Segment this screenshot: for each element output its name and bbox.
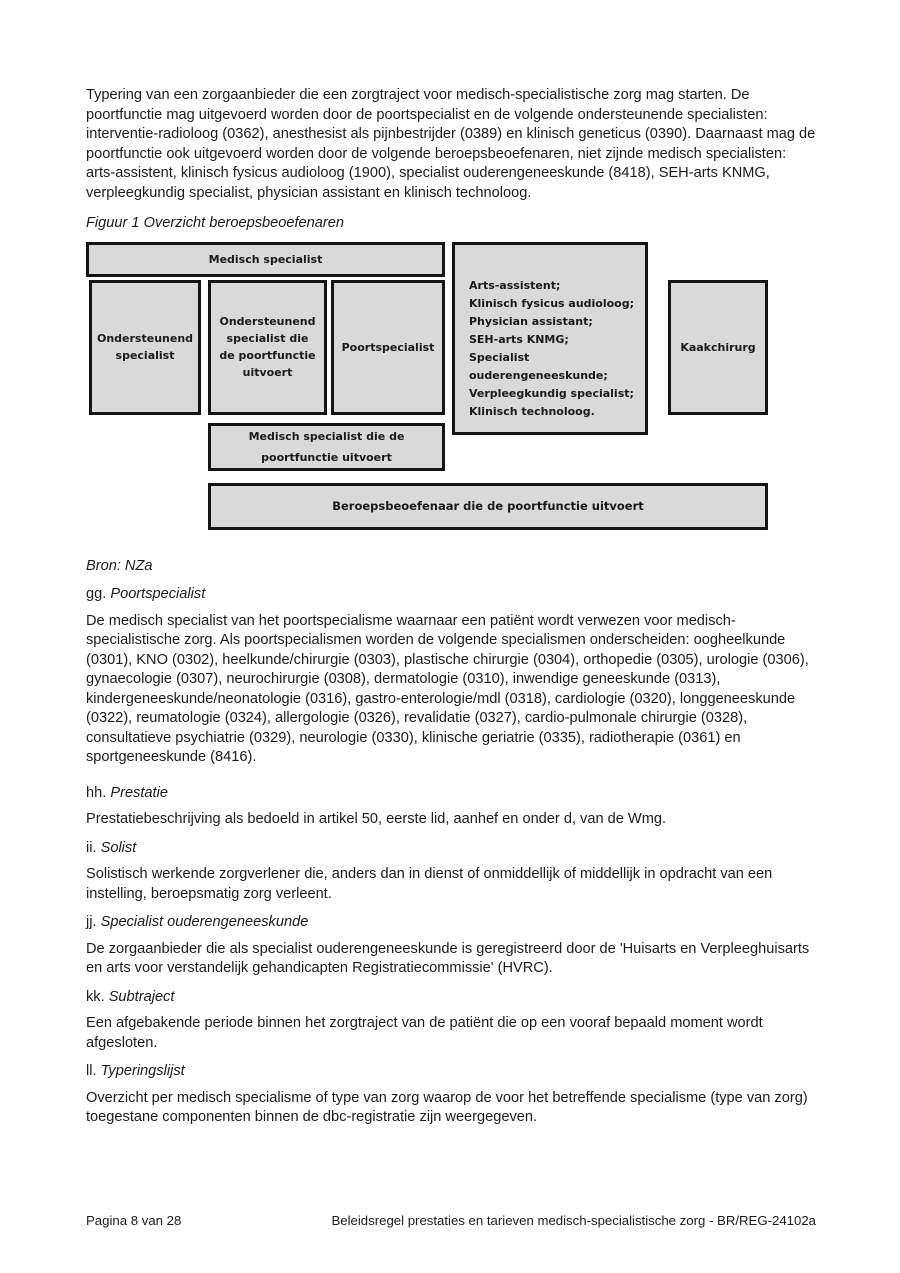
figure-box-kaakchirurg: Kaakchirurg [668,280,768,415]
list-line: Arts-assistent; [469,278,561,292]
list-line: Verpleegkundig specialist; [469,386,634,400]
section-prefix: ll. [86,1063,101,1079]
section-prefix: jj. [86,914,101,930]
section-body-ll: Overzicht per medisch specialisme of type van zorg waarop de voor het betreffende specialisme (type van zorg) toegestane componenten binnen de dbc-registratie zijn weergegeven. [86,1089,808,1125]
section-label-jj [86,913,816,933]
section-body-hh: Prestatiebeschrijving als bedoeld in artikel 50, eerste lid, aanhef en onder d, van de Wmg. [86,811,667,827]
section-prefix: kk. [86,988,109,1005]
figure-box-ondersteunend-specialist-poortfunctie: Ondersteunend specialist die de poortfunctie uitvoert [208,280,327,415]
section-body-ii: Solistisch werkende zorgverlener die, anders dan in dienst of onmiddellijk of middellijk in opdracht van een instelling, beroepsmatig zorg verleent. [86,866,773,902]
figure-box-poortspecialist: Poortspecialist [331,280,445,415]
section-label-kk [86,988,816,1008]
section-body-gg: De medisch specialist van het poortspecialisme waarnaar een patiënt wordt verwezen voor medisch-specialistische zorg. Als poortspecialismen worden de volgende specialismen onderscheiden: oogheelkunde (0301), KNO (0302), heelkunde/chirurgie (0303), plastische chirurgie (0304), orthopedie (0305), urologie (0306), gynaecologie (0307), neurochirurgie (0308), dermatologie (0310), inwendige geneeskunde (0313), kindergeneeskunde/neonatologie (0316), gastro-enterologie/mdl (0318), cardiologie (0320), longgeneeskunde (0322), reumatologie (0324), allergologie (0326), revalidatie (0327), cardio-pulmonale chirurgie (0328), consultatieve psychiatrie (0329), neurologie (0330), klinische geriatrie (0335), radiotherapie (0361) en sportgeneeskunde (8416). [86,612,809,765]
intro-paragraph: Typering van een zorgaanbieder die een zorgtraject voor medisch-specialistische zorg mag starten. De poortfunctie mag uitgevoerd worden door de poortspecialist en de volgende ondersteunende specialisten: interventie-radioloog (0362), anesthesist als pijnbestrijder (0389) en klinisch geneticus (0390). Daarnaast mag de poortfunctie ook uitgevoerd worden door de volgende beroepsbeoefenaren, niet zijnde medisch specialisten: arts-assistent, klinisch fysicus audioloog (1900), specialist ouderengeneeskunde (8418), SEH-arts KNMG, verpleegkundig specialist, physician assistant en klinisch technoloog. [86,87,816,201]
list-line: Specialist [469,350,530,364]
footer-document-title: Beleidsregel prestaties en tarieven medisch-specialistische zorg - BR/REG-24102a [331,1213,816,1228]
section-term: Specialist ouderengeneeskunde [100,914,309,930]
section-label-gg [86,585,816,605]
section-term: Poortspecialist [110,586,206,602]
section-label-ii [86,839,816,859]
page-content [86,86,816,1137]
figure-overzicht-beroepsbeoefenaren [86,242,770,530]
section-label-hh [86,784,816,804]
section-term: Prestatie [110,784,168,801]
section-term: Typeringslijst [100,1063,185,1079]
list-line: Klinisch fysicus audioloog; [469,296,635,310]
figure-box-beroepsbeoefenaar-poortfunctie: Beroepsbeoefenaar die de poortfunctie uitvoert [208,483,768,530]
figure-box-medisch-specialist-poortfunctie: Medisch specialist die de poortfunctie uitvoert [208,423,445,471]
figure-box-beroepsbeoefenaren-list [452,242,648,435]
section-body-jj: De zorgaanbieder die als specialist ouderengeneeskunde is geregistreerd door de 'Huisarts en Verpleeghuisarts en arts voor verstandelijk gehandicapten Registratiecommissie' (HVRC). [86,940,810,976]
list-line: Klinisch technoloog. [469,404,595,418]
section-term: Solist [100,839,137,856]
section-prefix: hh. [86,784,111,801]
footer-page-number: Pagina 8 van 28 [86,1213,182,1228]
list-line: ouderengeneeskunde; [469,368,608,382]
section-prefix: ii. [86,839,101,856]
figure-source: Bron: NZa [86,557,153,574]
page-footer [86,1213,816,1228]
figure-caption: Figuur 1 Overzicht beroepsbeoefenaren [86,215,344,231]
section-label-ll [86,1062,816,1082]
list-line: Physician assistant; [469,314,593,328]
list-line: SEH-arts KNMG; [469,332,569,346]
figure-box-medisch-specialist: Medisch specialist [86,242,445,277]
section-term: Subtraject [108,988,175,1005]
section-prefix: gg. [86,586,111,602]
figure-box-ondersteunend-specialist: Ondersteunend specialist [89,280,201,415]
section-body-kk: Een afgebakende periode binnen het zorgtraject van de patiënt die op een vooraf bepaald moment wordt afgesloten. [86,1015,763,1051]
